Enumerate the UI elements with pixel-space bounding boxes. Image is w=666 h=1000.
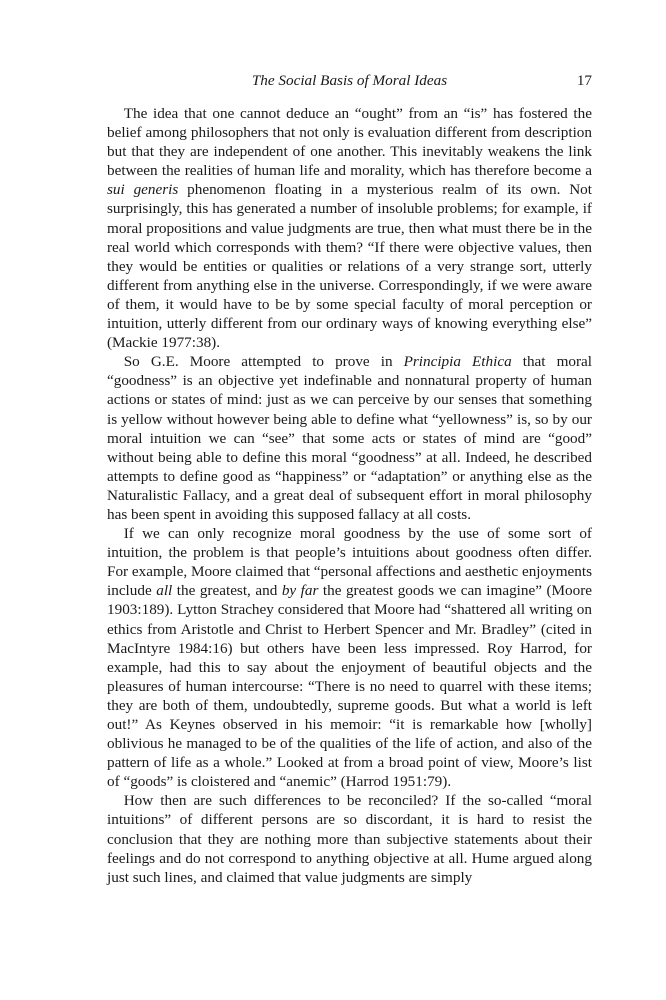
running-header xyxy=(107,68,592,94)
paragraph xyxy=(107,352,592,524)
text-run: So G.E. Moore attempted to prove in xyxy=(123,353,404,371)
italic-run: sui generis xyxy=(107,181,179,199)
paragraph xyxy=(107,104,592,352)
book-page xyxy=(107,68,592,887)
text-run: the greatest, and xyxy=(172,582,282,600)
paragraph xyxy=(107,791,592,886)
text-run: If we can only recognize moral goodness by the use of some sort of intuition, the problem is that people’s intuitions about goodness often differ. For example, Moore claimed that “personal affections and aesthetic enjoyments include xyxy=(107,525,592,600)
paragraph xyxy=(107,524,592,791)
text-run: How then are such differences to be reconciled? If the so-called “moral intuitions” of different persons are so discordant, it is hard to resist the conclusion that they are nothing more than subjective statements about their feelings and do not correspond to anything objective at all. Hume argued along just such lines, and claimed that value judgments are simply xyxy=(107,792,592,886)
italic-run: Principia Ethica xyxy=(403,353,512,371)
text-run: that moral “goodness” is an objective yet indefinable and nonnatural property of human actions or states of mind: just as we can perceive by our senses that something is yellow without however being able to define what “yellowness” is, so by our moral intuition we can “see” that some acts or states of mind are “good” without being able to define this moral “goodness” at all. Indeed, he described attempts to define good as “happiness” or “adaptation” or anything else as the Naturalistic Fallacy, and a great deal of subsequent effort in moral philosophy has been spent in avoiding this supposed fallacy at all costs. xyxy=(107,353,592,523)
italic-run: all xyxy=(156,582,173,600)
text-run: the greatest goods we can imagine” (Moore 1903:189). Lytton Strachey considered that Moore had “shattered all writing on ethics from Aristotle and Christ to Herbert Spencer and Mr. Bradley” (cited in MacIntyre 1984:16) but others have been less impressed. Roy Harrod, for example, had this to say about the enjoyment of beautiful objects and the pleasures of human intercourse: “There is no need to quarrel with these items; they are both of them, undoubtedly, supreme goods. But what a world is left out!” As Keynes observed in his memoir: “it is remarkable how [wholly] oblivious he managed to be of the qualities of the life of action, and also of the pattern of life as a whole.” Looked at from a broad point of view, Moore’s list of “goods” is cloistered and “anemic” (Harrod 1951:79). xyxy=(107,582,593,791)
italic-run: by far xyxy=(281,582,319,600)
text-run: The idea that one cannot deduce an “ought” from an “is” has fostered the belief among philosophers that not only is evaluation different from description but that they are independent of one another. This inevitably weakens the link between the realities of human life and morality, which has therefore become a xyxy=(107,105,592,180)
body-text xyxy=(107,104,592,887)
text-run: phenomenon floating in a mysterious realm of its own. Not surprisingly, this has generated a number of insoluble problems; for example, if moral propositions and value judgments are true, then what must there be in the real world which corresponds with them? “If there were objective values, then they would be entities or qualities or relations of a very strange sort, utterly different from anything else in the universe. Correspondingly, if we were aware of them, it would have to be by some special faculty of moral perception or intuition, utterly different from our ordinary ways of knowing everything else” (Mackie 1977:38). xyxy=(107,181,592,352)
page-number: 17 xyxy=(576,72,592,89)
running-title: The Social Basis of Moral Ideas xyxy=(251,72,448,89)
